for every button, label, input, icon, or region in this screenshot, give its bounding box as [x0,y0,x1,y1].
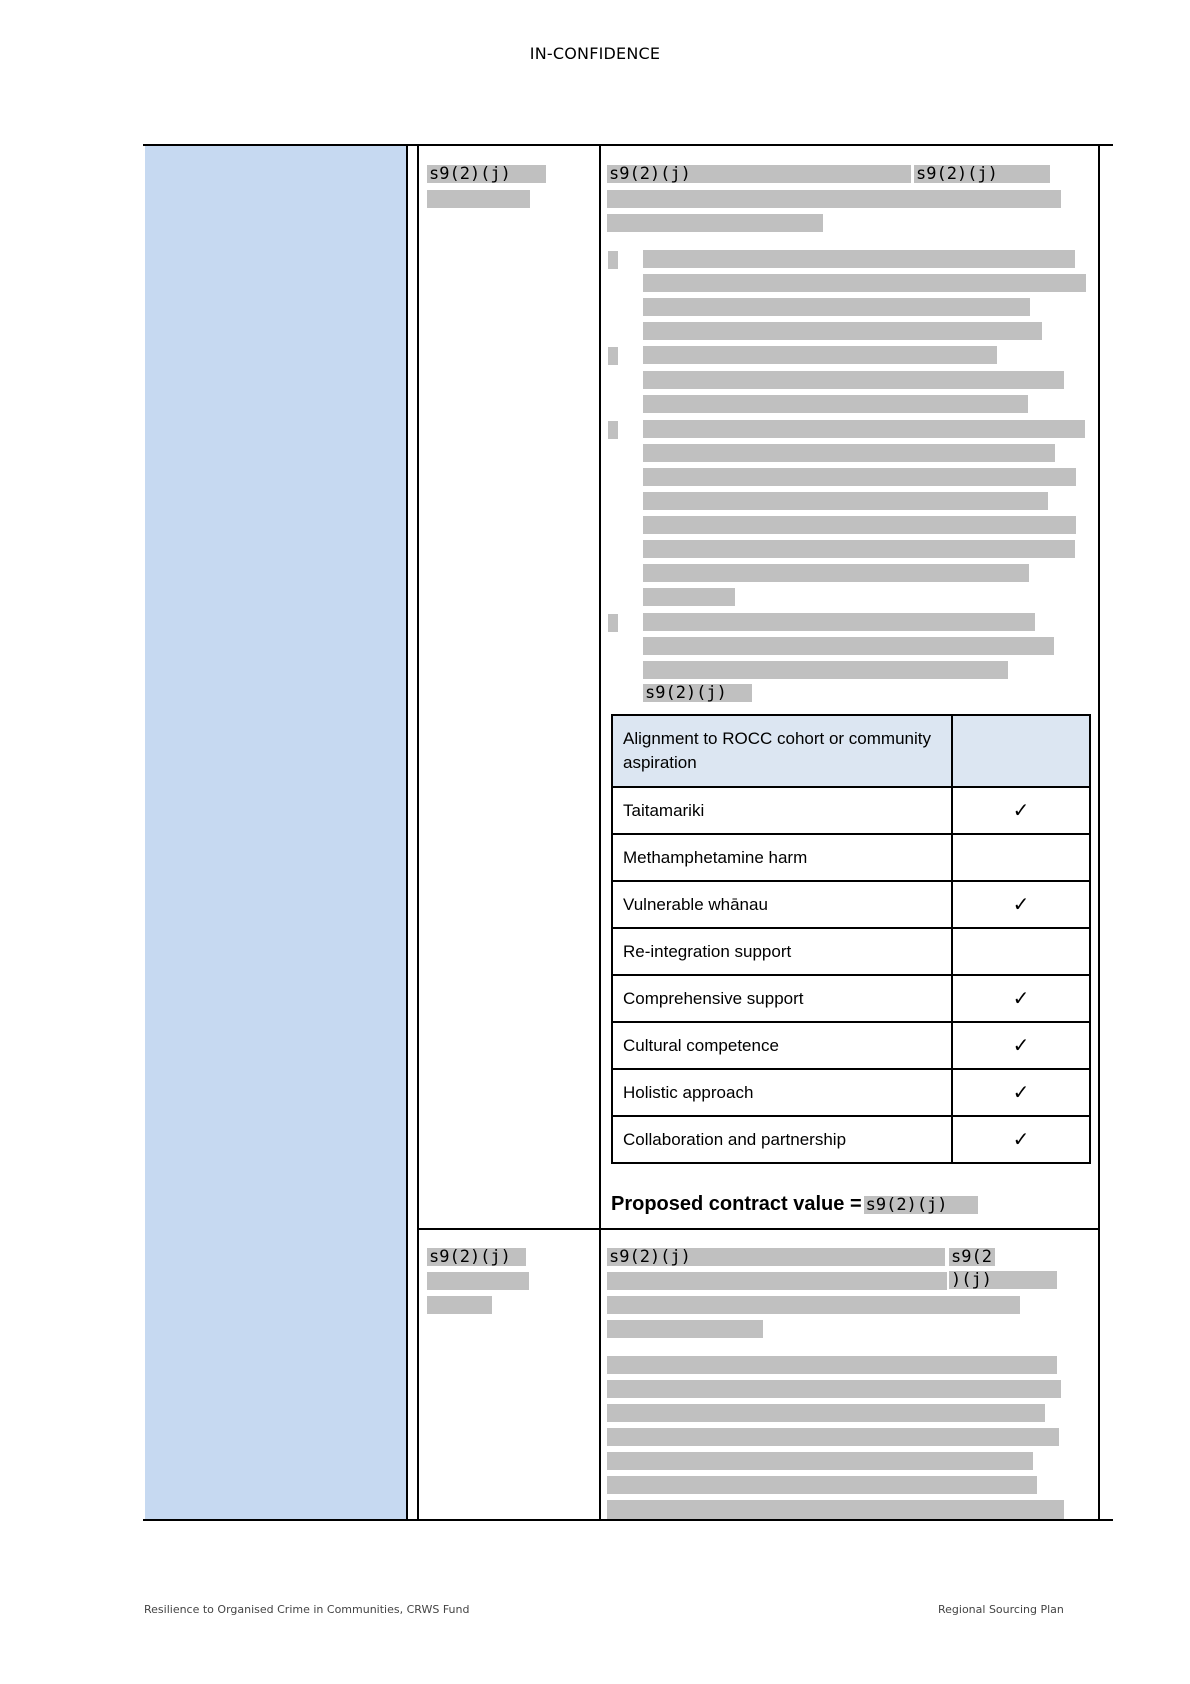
alignment-row-label: Comprehensive support [612,975,952,1022]
redaction-bar [607,1500,1064,1519]
empty-check-cell [952,834,1090,881]
redaction-bar [607,1356,1057,1374]
redaction-bar [643,468,1076,486]
redacted-code: s9(2)(j) [914,165,1050,183]
alignment-row-label: Vulnerable whānau [612,881,952,928]
redacted-code-split-top: s9(2 [949,1248,995,1266]
alignment-row-label: Cultural competence [612,1022,952,1069]
proposed-contract-value [611,1193,978,1216]
footer-left: Resilience to Organised Crime in Communities, CRWS Fund [144,1603,470,1616]
alignment-table-row [612,1116,1090,1163]
alignment-row-label: Holistic approach [612,1069,952,1116]
redaction-bar [643,588,735,606]
alignment-table-row [612,834,1090,881]
redacted-code: s9(2)(j) [427,1248,526,1266]
redacted-bullet [608,347,618,365]
redaction-bar [607,1272,947,1290]
alignment-table-row [612,1069,1090,1116]
redaction-bar [643,298,1030,316]
redaction-bar [607,1476,1037,1494]
redaction-bar [643,516,1076,534]
redaction-bar [607,1380,1061,1398]
contract-label: Proposed contract value = [611,1193,862,1215]
redaction-bar [427,190,530,208]
checkmark-icon: ✓ [952,881,1090,928]
redaction-bar [427,1296,492,1314]
redaction-bar [643,613,1035,631]
classification-header: IN-CONFIDENCE [529,44,661,63]
redaction-bar [643,346,997,364]
footer-right: Regional Sourcing Plan [938,1603,1064,1616]
redaction-bar [643,492,1048,510]
redaction-bar [643,564,1029,582]
redaction-bar [607,214,823,232]
redaction-bar [607,1452,1033,1470]
empty-check-cell [952,928,1090,975]
redaction-bar [643,444,1055,462]
redaction-bar [607,1320,763,1338]
redaction-bar [427,1272,529,1290]
checkmark-icon: ✓ [952,787,1090,834]
alignment-header-label: Alignment to ROCC cohort or community aspiration [612,715,952,787]
alignment-table-row [612,881,1090,928]
redaction-bar [643,661,1008,679]
alignment-row-label: Taitamariki [612,787,952,834]
redaction-bar [643,637,1054,655]
redacted-bullet [608,614,618,632]
checkmark-icon: ✓ [952,975,1090,1022]
alignment-row-label: Methamphetamine harm [612,834,952,881]
redaction-bar [607,1296,1020,1314]
redaction-bar [607,190,1061,208]
redaction-bar [643,540,1075,558]
redaction-bar [643,250,1075,268]
alignment-table-row [612,928,1090,975]
alignment-table-row [612,1022,1090,1069]
alignment-table-row [612,787,1090,834]
redacted-bullet [608,251,618,269]
alignment-row-label: Collaboration and partnership [612,1116,952,1163]
blue-left-column [145,146,408,1520]
redacted-code: s9(2)(j) [607,165,911,183]
redaction-bar [643,322,1042,340]
alignment-table-header [612,715,1090,787]
redaction-bar [643,420,1085,438]
alignment-header-check-column [952,715,1090,787]
redacted-code: s9(2)(j) [643,684,752,702]
redaction-bar [607,1404,1045,1422]
redaction-bar [607,1428,1059,1446]
redaction-bar [643,395,1028,413]
alignment-row-label: Re-integration support [612,928,952,975]
redaction-bar [643,371,1064,389]
checkmark-icon: ✓ [952,1069,1090,1116]
redacted-bullet [608,421,618,439]
redaction-bar [643,274,1086,292]
redacted-code: s9(2)(j) [607,1248,945,1266]
checkmark-icon: ✓ [952,1022,1090,1069]
redacted-code: s9(2)(j) [427,165,546,183]
alignment-table [611,714,1091,1164]
redacted-code-split-bottom: )(j) [949,1271,1057,1289]
checkmark-icon: ✓ [952,1116,1090,1163]
alignment-table-row [612,975,1090,1022]
contract-value-redacted: s9(2)(j) [864,1196,978,1214]
